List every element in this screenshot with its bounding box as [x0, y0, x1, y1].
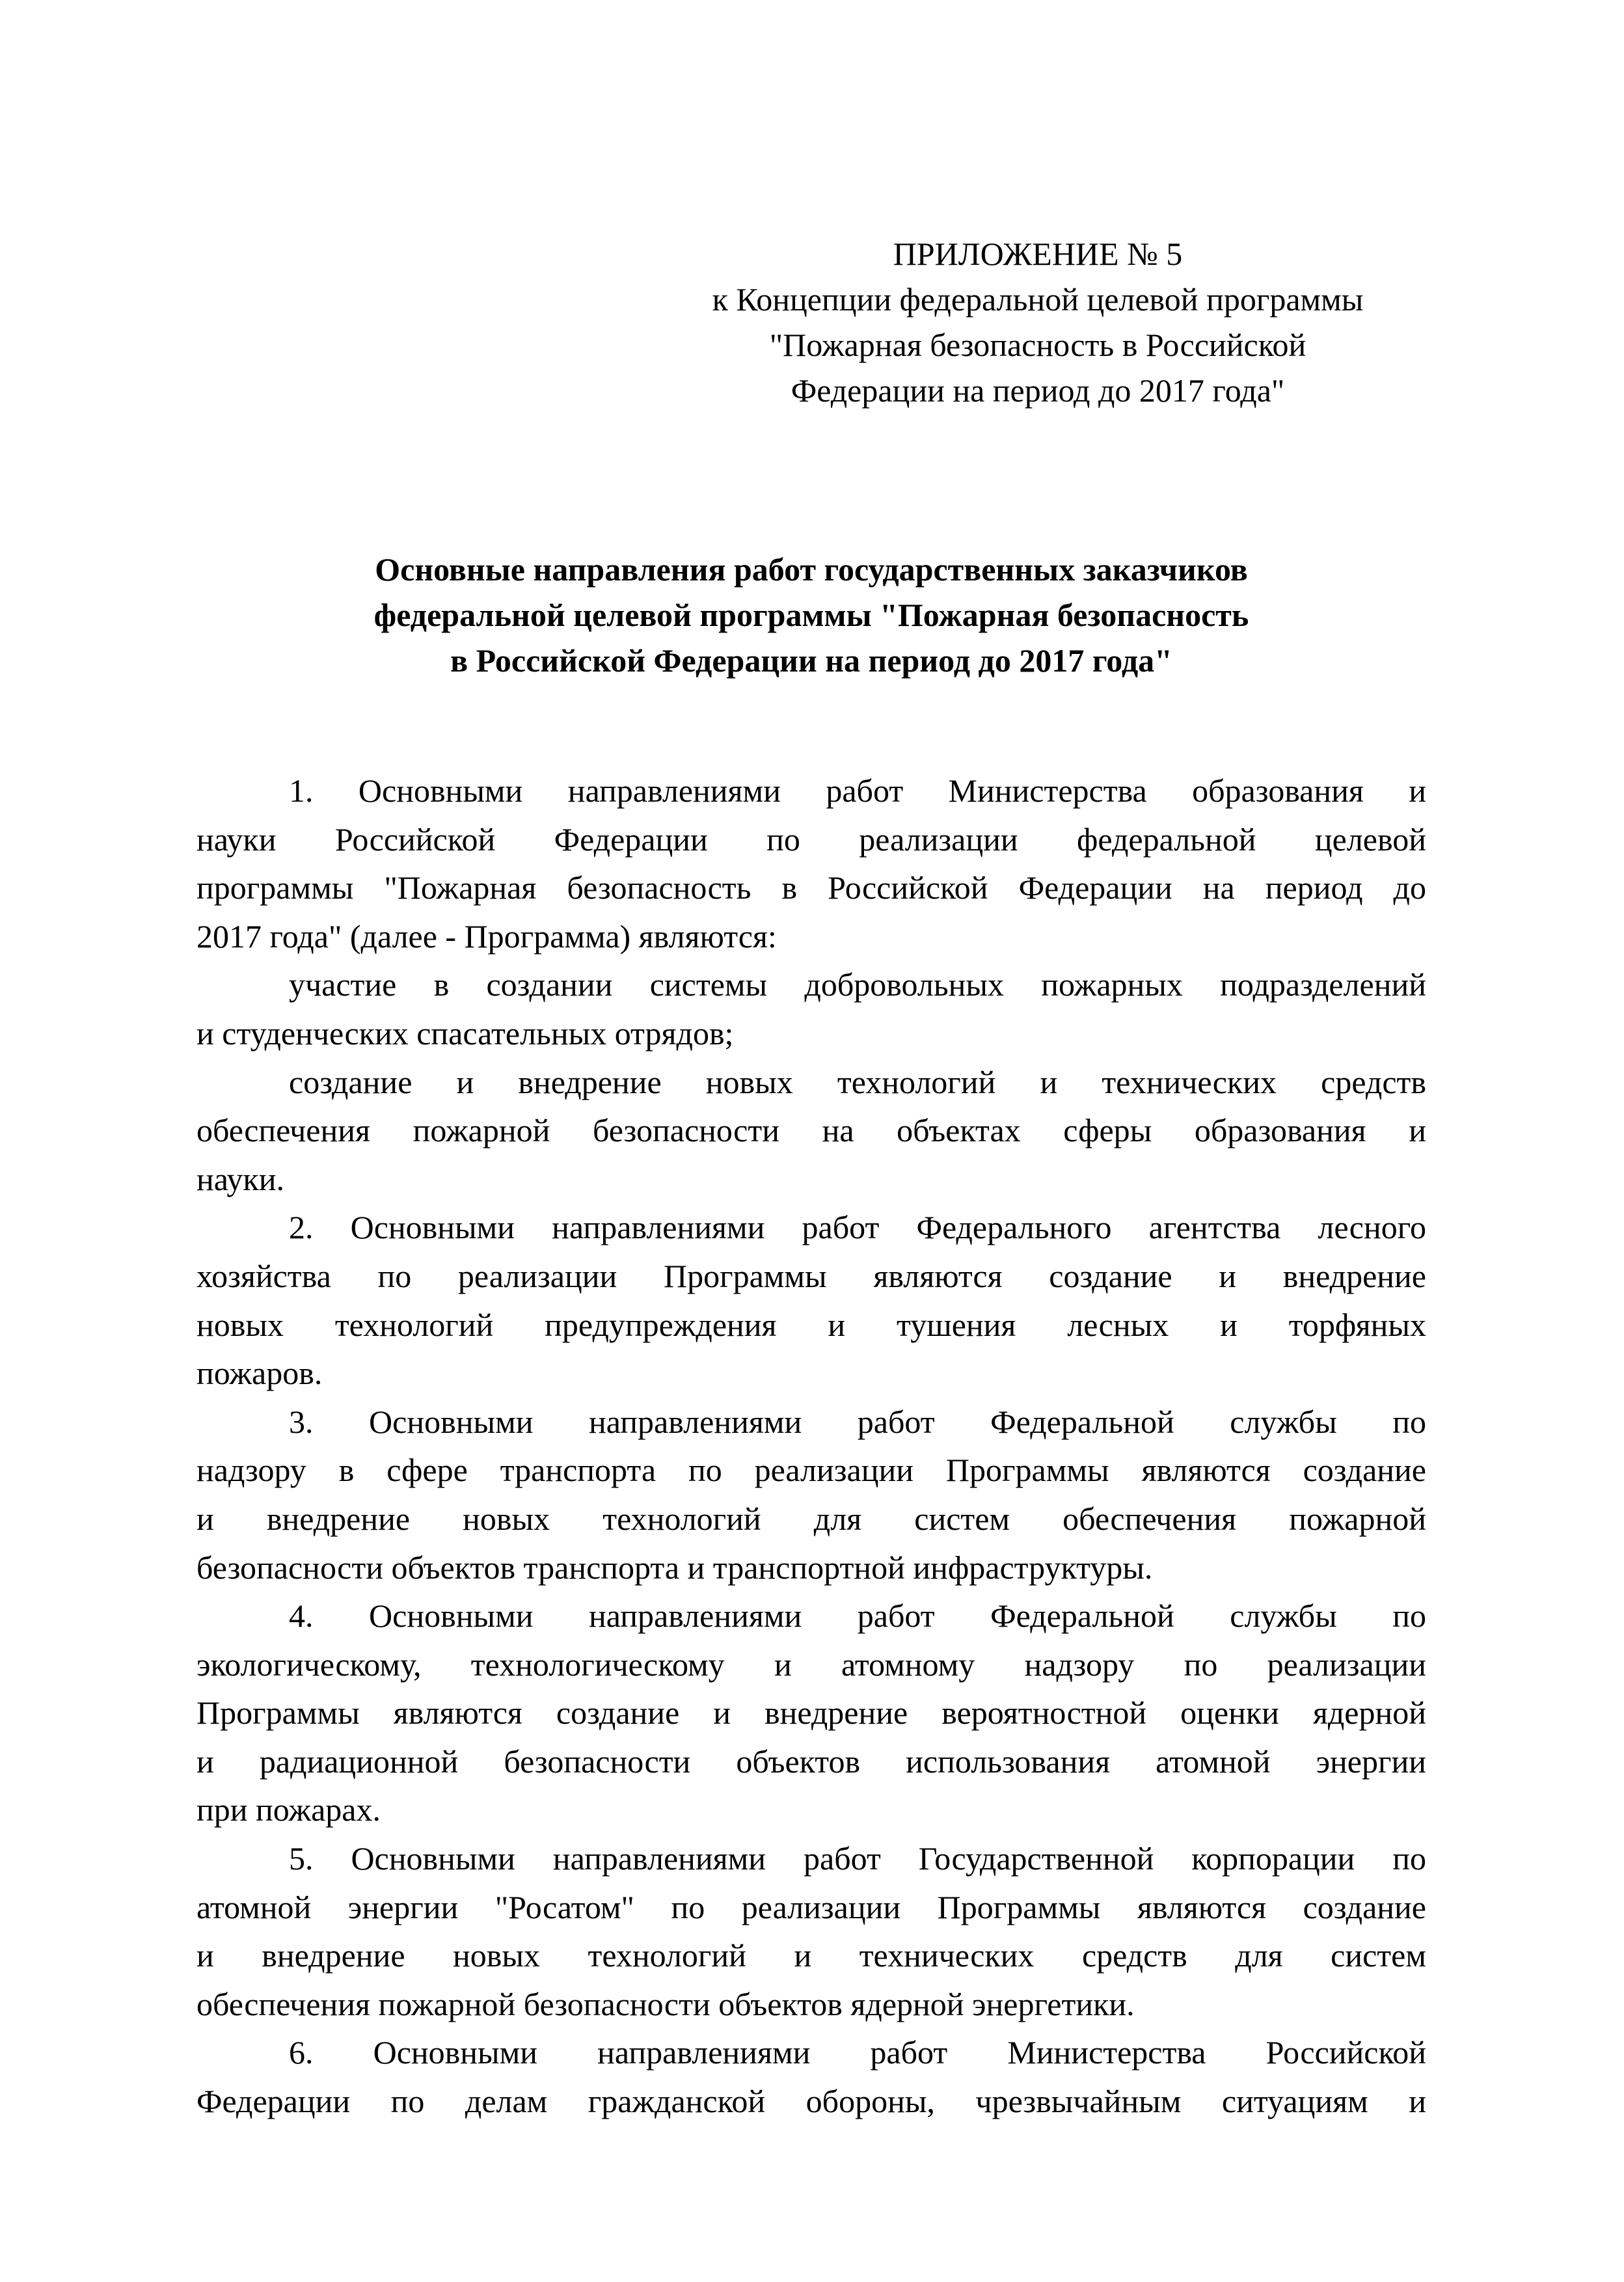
paragraph-line: хозяйства по реализации Программы являются создание и внедрение [196, 1257, 1426, 1294]
appendix-number: ПРИЛОЖЕНИЕ № 5 [893, 236, 1183, 272]
paragraph-line: 2. Основными направлениями работ Федерального агентства лесного [289, 1209, 1426, 1246]
paragraph [196, 2028, 1426, 2125]
appendix-header [651, 231, 1425, 413]
paragraph-line: новых технологий предупреждения и тушения лесных и торфяных [196, 1306, 1426, 1343]
paragraph-line: и внедрение новых технологий и технических средств для систем [196, 1937, 1426, 1974]
paragraph [196, 1203, 1426, 1397]
document-title [196, 547, 1426, 683]
paragraph-line: обеспечения пожарной безопасности на объектах сферы образования и [196, 1112, 1426, 1149]
title-line: в Российской Федерации на период до 2017 года" [450, 642, 1172, 679]
paragraph-line: Программы являются создание и внедрение вероятностной оценки ядерной [196, 1694, 1426, 1732]
paragraph [196, 1592, 1426, 1834]
paragraph-line: программы "Пожарная безопасность в Российской Федерации на период до [196, 869, 1426, 906]
paragraph [196, 960, 1426, 1057]
paragraph-line: 4. Основными направлениями работ Федеральной службы по [289, 1597, 1426, 1635]
appendix-reference-line-2: "Пожарная безопасность в Российской [769, 327, 1306, 363]
paragraph-line: и радиационной безопасности объектов использования атомной энергии [196, 1743, 1426, 1780]
paragraph-line: Федерации по делам гражданской обороны, чрезвычайным ситуациям и [196, 2083, 1426, 2120]
paragraph-line: создание и внедрение новых технологий и технических средств [289, 1063, 1426, 1100]
paragraph-line: 1. Основными направлениями работ Министерства образования и [289, 772, 1426, 809]
appendix-reference-line-3: Федерации на период до 2017 года" [791, 372, 1285, 409]
paragraph-line: пожаров. [196, 1355, 323, 1392]
paragraph-line: 2017 года" (далее - Программа) являются: [196, 917, 777, 955]
paragraph [196, 1058, 1426, 1204]
paragraph-line: надзору в сфере транспорта по реализации Программы являются создание [196, 1452, 1426, 1489]
paragraph [196, 767, 1426, 960]
paragraph-line: обеспечения пожарной безопасности объектов ядерной энергетики. [196, 1985, 1135, 2022]
paragraph-line: 3. Основными направлениями работ Федеральной службы по [289, 1403, 1426, 1440]
paragraph-line: при пожарах. [196, 1791, 381, 1828]
document-body [196, 767, 1426, 2126]
paragraph-line: атомной энергии "Росатом" по реализации Программы являются создание [196, 1888, 1426, 1925]
paragraph-line: 5. Основными направлениями работ Государственной корпорации по [289, 1840, 1426, 1877]
title-line: федеральной целевой программы "Пожарная безопасность [373, 597, 1249, 633]
title-line: Основные направления работ государственных заказчиков [375, 551, 1248, 588]
paragraph-line: экологическому, технологическому и атомному надзору по реализации [196, 1646, 1426, 1683]
paragraph-line: безопасности объектов транспорта и транспортной инфраструктуры. [196, 1549, 1153, 1586]
paragraph-line: науки Российской Федерации по реализации федеральной целевой [196, 821, 1426, 858]
paragraph-line: 6. Основными направлениями работ Министерства Российской [289, 2034, 1426, 2071]
paragraph [196, 1834, 1426, 2028]
appendix-reference-line-1: к Концепции федеральной целевой программы [712, 281, 1364, 318]
paragraph [196, 1398, 1426, 1592]
paragraph-line: и внедрение новых технологий для систем обеспечения пожарной [196, 1500, 1426, 1537]
paragraph-line: науки. [196, 1160, 284, 1197]
paragraph-line: и студенческих спасательных отрядов; [196, 1014, 734, 1052]
paragraph-line: участие в создании системы добровольных пожарных подразделений [289, 966, 1426, 1003]
